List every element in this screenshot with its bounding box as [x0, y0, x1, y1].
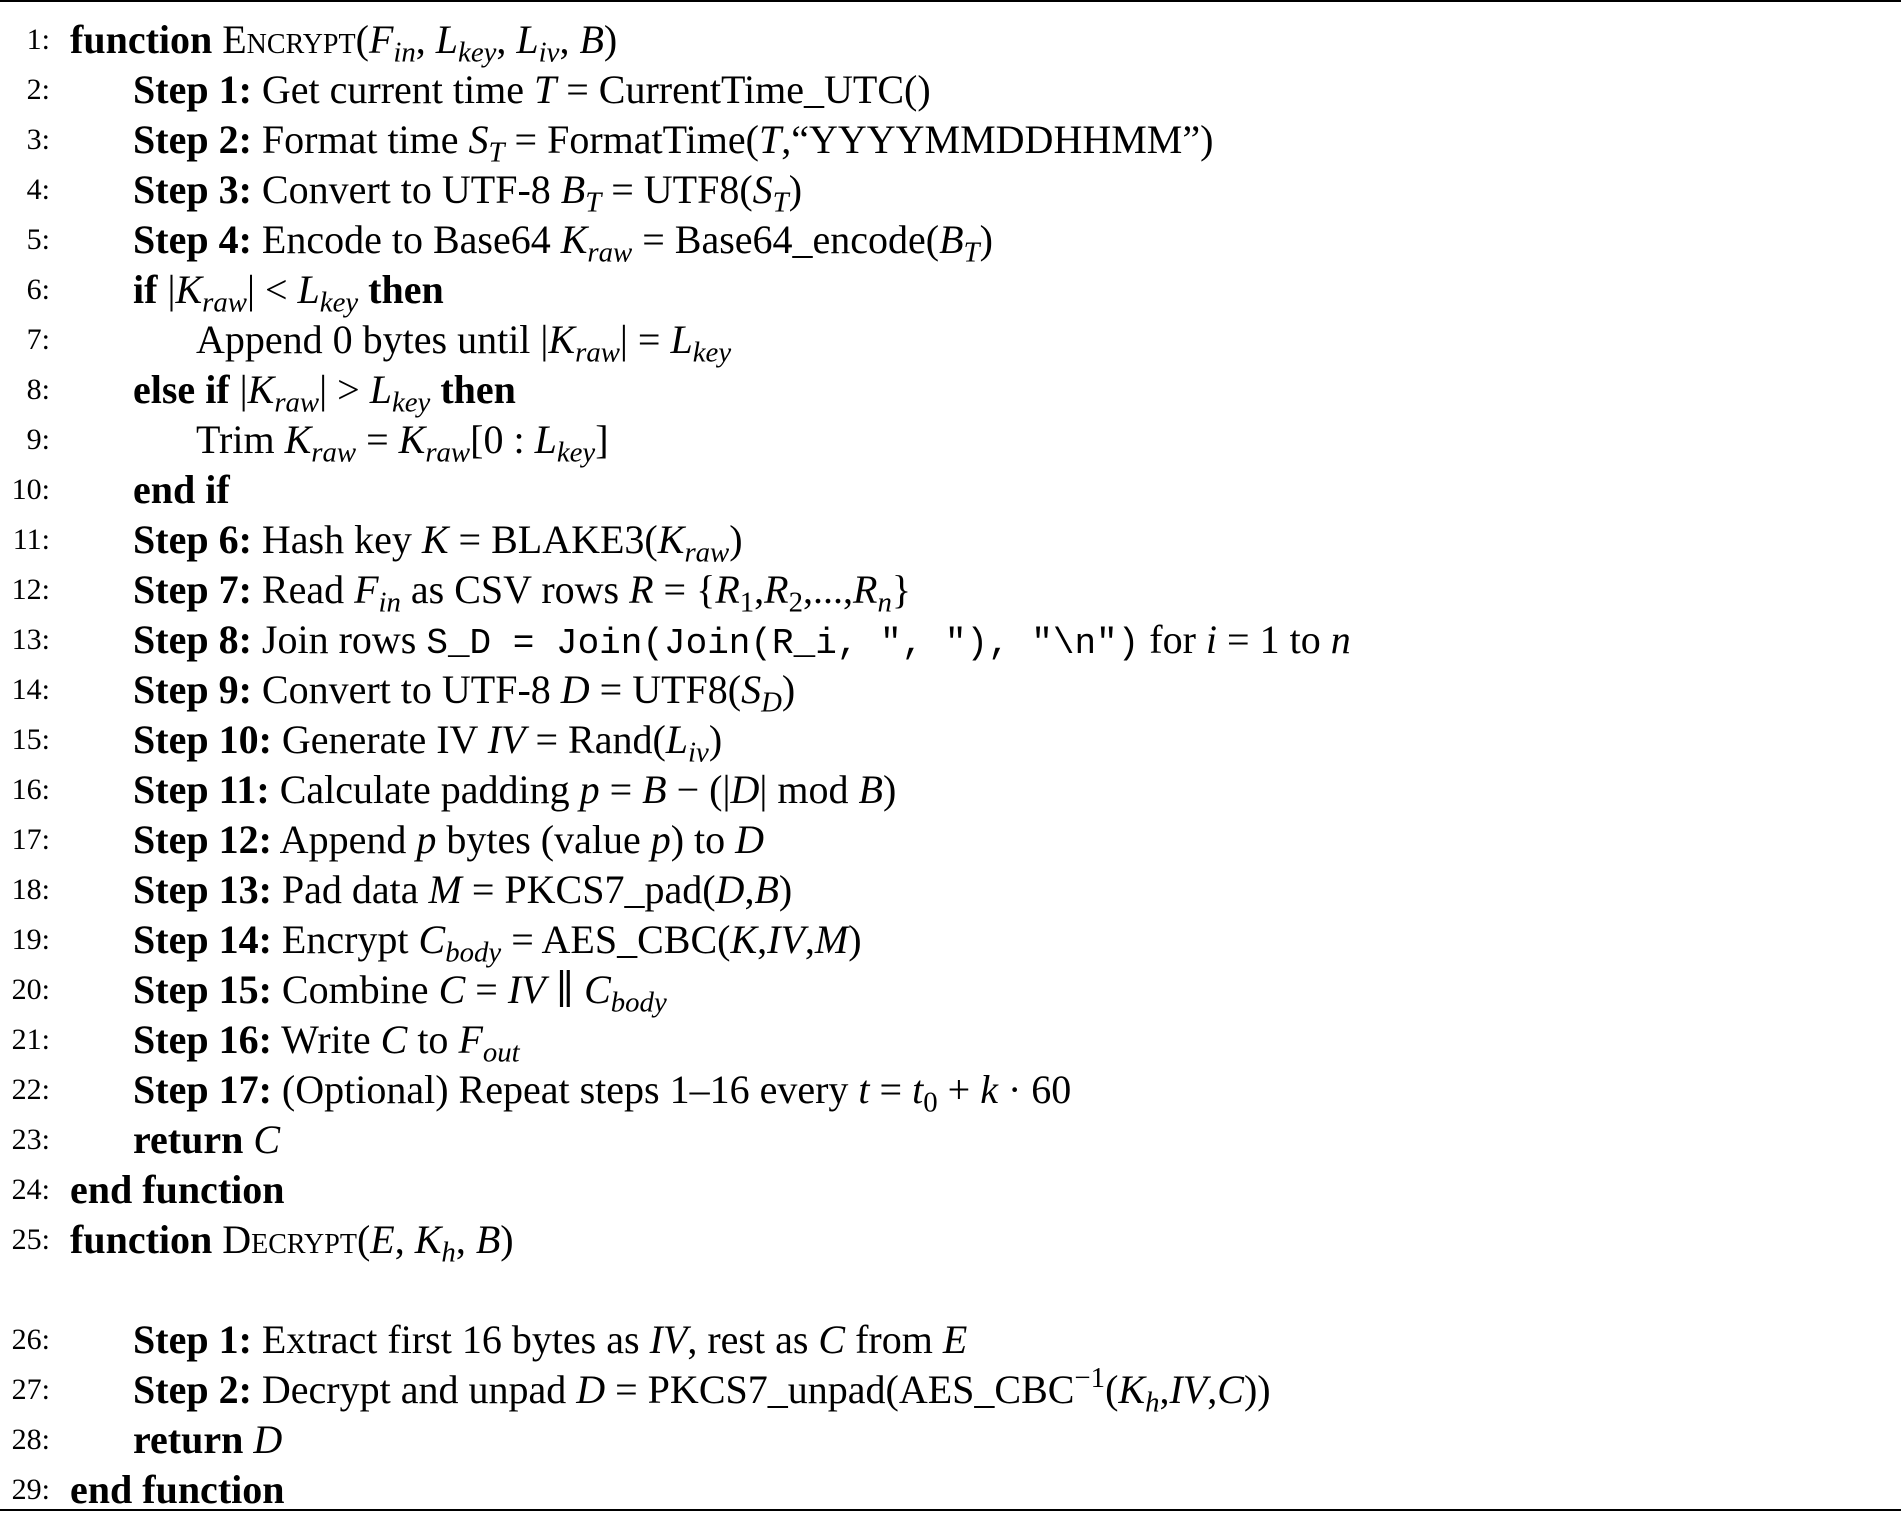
- line-token: Extract first 16 bytes as: [251, 1317, 650, 1362]
- line-number: 12:: [11, 573, 50, 606]
- line-token: Encrypt: [222, 17, 356, 62]
- line-token: ,: [415, 17, 436, 62]
- line-number: 23:: [11, 1123, 50, 1156]
- line-token: F: [354, 567, 379, 612]
- line-token: Generate IV: [271, 717, 488, 762]
- line-token: C: [253, 1117, 281, 1162]
- line-token: = AES_CBC(: [501, 917, 731, 962]
- line-token: Read: [251, 567, 355, 612]
- line-number: 15:: [11, 723, 50, 756]
- line-token: Step 6:: [133, 517, 252, 562]
- line-token: B: [754, 867, 779, 912]
- line-token: ): [603, 17, 618, 62]
- line-token: p: [416, 817, 437, 862]
- line-token: M: [428, 867, 462, 912]
- line-content: [70, 1165, 285, 1215]
- line-token: K: [414, 1217, 442, 1262]
- line-token: Step 11:: [133, 767, 270, 812]
- line-token: ,: [744, 867, 755, 912]
- line-token: )): [1243, 1367, 1271, 1412]
- line-content: [133, 615, 1351, 669]
- line-token: Convert to UTF-8: [251, 167, 561, 212]
- line-token: = PKCS7_pad(: [461, 867, 716, 912]
- line-token: i: [1205, 617, 1218, 662]
- line-token: t: [858, 1067, 870, 1112]
- line-token: [430, 367, 440, 412]
- line-token: T: [758, 117, 782, 162]
- line-token: ,: [804, 917, 815, 962]
- line-token: n: [877, 586, 892, 619]
- line-token: raw: [274, 386, 320, 419]
- line-token: ): [500, 1217, 514, 1262]
- line-token: raw: [311, 436, 357, 469]
- line-number: 28:: [11, 1423, 50, 1456]
- line-token: = UTF8(: [601, 167, 753, 212]
- line-content: [70, 1215, 514, 1269]
- line-token: ,: [1159, 1367, 1170, 1412]
- line-token: =: [356, 417, 399, 462]
- line-token: Trim: [196, 417, 285, 462]
- line-token: B: [858, 767, 883, 812]
- line-number: 2:: [26, 73, 50, 106]
- line-token: C: [418, 917, 446, 962]
- line-content: [133, 1362, 1271, 1419]
- line-token: M: [814, 917, 849, 962]
- line-token: ): [788, 167, 803, 212]
- line-number: 14:: [11, 673, 50, 706]
- line-token: C: [380, 1017, 408, 1062]
- line-token: F: [368, 17, 394, 62]
- line-content: [133, 565, 912, 619]
- line-token: , rest as: [687, 1317, 819, 1362]
- line-token: ,: [757, 917, 768, 962]
- line-token: C: [584, 967, 611, 1012]
- line-number: 3:: [26, 123, 50, 156]
- line-token: B: [642, 767, 667, 812]
- line-token: ): [848, 917, 862, 962]
- line-token: T: [488, 136, 505, 169]
- line-token: (: [356, 1217, 371, 1262]
- line-token: K: [657, 517, 685, 562]
- line-token: K: [175, 267, 203, 312]
- line-content: [133, 1015, 520, 1069]
- line-number: 9:: [26, 423, 50, 456]
- line-number: 10:: [11, 473, 50, 506]
- line-content: [133, 1115, 280, 1165]
- line-token: = FormatTime(: [504, 117, 759, 162]
- line-token: ,: [496, 17, 517, 62]
- line-token: [0 :: [470, 417, 535, 462]
- line-token: K: [284, 417, 312, 462]
- line-token: −1: [1074, 1362, 1106, 1395]
- line-token: Decrypt: [222, 1217, 357, 1262]
- line-token: then: [368, 267, 444, 312]
- line-token: = BLAKE3(: [448, 517, 658, 562]
- line-token: ,“YYYYMMDDHHMM”): [781, 117, 1214, 162]
- line-token: | =: [619, 317, 671, 362]
- line-token: C: [818, 1317, 846, 1362]
- line-token: in: [378, 586, 401, 619]
- line-token: n: [1330, 617, 1351, 662]
- line-token: key: [319, 286, 359, 319]
- line-token: 0: [923, 1086, 938, 1119]
- line-token: D: [761, 686, 782, 719]
- line-token: Step 2:: [133, 1367, 252, 1412]
- line-token: [243, 1417, 253, 1462]
- line-token: E: [370, 1217, 395, 1262]
- line-token: T: [534, 67, 557, 112]
- line-content: [133, 215, 993, 269]
- line-token: return: [133, 1117, 244, 1162]
- line-content: [133, 1415, 282, 1465]
- line-content: [196, 315, 732, 369]
- line-token: Step 13:: [133, 867, 272, 912]
- line-token: Step 16:: [133, 1017, 272, 1062]
- line-token: Step 3:: [133, 167, 252, 212]
- line-token: =: [599, 767, 643, 812]
- line-token: +: [937, 1067, 981, 1112]
- line-token: Encode to Base64: [251, 217, 561, 262]
- line-token: return: [133, 1417, 244, 1462]
- line-token: = UTF8(: [589, 667, 742, 712]
- line-token: K: [1118, 1367, 1146, 1412]
- line-number: 7:: [26, 323, 50, 356]
- line-token: ∥: [545, 967, 585, 1012]
- line-token: |: [157, 267, 176, 312]
- line-number: 8:: [26, 373, 50, 406]
- line-token: (: [355, 17, 369, 62]
- line-content: [70, 1465, 285, 1515]
- line-content: [133, 1065, 1072, 1119]
- line-token: S: [752, 167, 773, 212]
- line-token: raw: [575, 336, 620, 369]
- line-token: = Rand(: [525, 717, 666, 762]
- line-token: L: [369, 367, 392, 412]
- line-number: 1:: [26, 23, 50, 56]
- line-token: Append: [271, 817, 417, 862]
- line-number: 21:: [11, 1023, 50, 1056]
- line-content: [133, 65, 931, 115]
- line-token: E: [942, 1317, 968, 1362]
- line-token: ,: [394, 1217, 415, 1262]
- line-token: B: [475, 1217, 501, 1262]
- line-token: raw: [684, 536, 730, 569]
- line-token: if: [133, 267, 158, 312]
- line-token: raw: [587, 236, 633, 269]
- line-token: key: [692, 336, 732, 369]
- line-token: IV: [487, 717, 526, 762]
- line-token: Pad data: [271, 867, 429, 912]
- line-token: Append 0 bytes until |: [196, 317, 549, 362]
- line-token: [243, 1117, 253, 1162]
- line-token: out: [482, 1036, 520, 1069]
- line-token: ): [781, 667, 796, 712]
- line-token: | >: [319, 367, 370, 412]
- line-number: 18:: [11, 873, 50, 906]
- line-token: · 60: [997, 1067, 1072, 1112]
- line-token: = PKCS7_unpad(AES_CBC: [605, 1367, 1075, 1412]
- line-token: ,: [559, 17, 580, 62]
- line-token: − (|: [666, 767, 731, 812]
- line-token: T: [772, 186, 789, 219]
- line-token: end function: [70, 1467, 285, 1512]
- line-token: K: [247, 367, 275, 412]
- line-token: = 1 to: [1217, 617, 1331, 662]
- line-token: B: [579, 17, 604, 62]
- line-token: R: [715, 567, 740, 612]
- line-content: [133, 715, 723, 769]
- line-token: Step 17:: [133, 1067, 272, 1112]
- line-token: ,: [754, 567, 765, 612]
- line-token: Format time: [251, 117, 469, 162]
- line-token: bytes (value: [436, 817, 651, 862]
- line-token: for: [1139, 617, 1206, 662]
- line-token: t: [912, 1067, 924, 1112]
- line-token: body: [610, 986, 667, 1019]
- line-content: [133, 515, 743, 569]
- line-token: L: [435, 17, 459, 62]
- line-token: key: [556, 436, 596, 469]
- line-token: Calculate padding: [269, 767, 580, 812]
- line-token: B: [939, 217, 964, 262]
- line-token: Step 1:: [133, 67, 252, 112]
- line-token: p: [650, 817, 671, 862]
- line-token: Step 8:: [133, 617, 252, 662]
- line-number: 4:: [26, 173, 50, 206]
- line-content: [133, 965, 667, 1019]
- line-token: k: [980, 1067, 998, 1112]
- line-token: K: [560, 217, 588, 262]
- line-content: [133, 765, 896, 815]
- line-token: body: [445, 936, 502, 969]
- line-token: function: [70, 1217, 213, 1262]
- line-token: ,: [1207, 1367, 1218, 1412]
- line-token: C: [438, 967, 466, 1012]
- line-number: 24:: [11, 1173, 50, 1206]
- line-content: [133, 865, 792, 915]
- line-token: raw: [425, 436, 471, 469]
- line-token: Encrypt: [271, 917, 419, 962]
- line-token: L: [670, 317, 693, 362]
- line-token: 2: [788, 586, 803, 619]
- line-content: [133, 1315, 967, 1365]
- line-token: T: [585, 186, 602, 219]
- line-token: R: [629, 567, 654, 612]
- line-number: 17:: [11, 823, 50, 856]
- line-token: Decrypt and unpad: [251, 1367, 577, 1412]
- line-token: S_D = Join(Join(R_i, ", "), "\n"): [426, 623, 1140, 664]
- line-token: Step 2:: [133, 117, 252, 162]
- line-token: key: [391, 386, 431, 419]
- line-number: 11:: [12, 523, 50, 556]
- line-token: IV: [649, 1317, 688, 1362]
- line-token: raw: [202, 286, 247, 319]
- line-token: ): [729, 517, 743, 562]
- line-token: then: [440, 367, 516, 412]
- line-token: IV: [767, 917, 805, 962]
- line-token: to: [407, 1017, 459, 1062]
- line-number: 22:: [11, 1073, 50, 1106]
- line-token: K: [421, 517, 449, 562]
- line-token: end function: [70, 1167, 285, 1212]
- line-token: Step 1:: [133, 1317, 252, 1362]
- line-token: from: [845, 1317, 943, 1362]
- line-content: [133, 265, 444, 319]
- line-content: [196, 415, 609, 469]
- line-token: L: [665, 717, 689, 762]
- line-token: in: [393, 36, 416, 69]
- line-token: else if: [133, 367, 230, 412]
- line-token: ): [882, 767, 897, 812]
- line-token: as CSV rows: [400, 567, 630, 612]
- line-token: Write: [271, 1017, 381, 1062]
- line-number: 5:: [26, 223, 50, 256]
- line-token: Step 7:: [133, 567, 252, 612]
- line-number: 16:: [11, 773, 50, 806]
- line-token: |: [229, 367, 248, 412]
- line-token: function: [70, 17, 213, 62]
- line-token: T: [963, 236, 980, 269]
- line-token: D: [730, 767, 760, 812]
- line-token: ,: [455, 1217, 476, 1262]
- line-token: Step 15:: [133, 967, 272, 1012]
- line-token: Step 14:: [133, 917, 272, 962]
- line-token: Combine: [271, 967, 439, 1012]
- line-token: [358, 267, 368, 312]
- line-token: L: [297, 267, 320, 312]
- line-token: h: [1145, 1386, 1160, 1419]
- line-token: [212, 1217, 222, 1262]
- line-token: C: [1217, 1367, 1244, 1412]
- line-content: [133, 465, 230, 515]
- line-token: Step 4:: [133, 217, 252, 262]
- line-token: | <: [246, 267, 298, 312]
- line-number: 25:: [11, 1223, 50, 1256]
- line-token: h: [441, 1236, 456, 1269]
- line-number: 29:: [11, 1473, 50, 1506]
- line-token: R: [853, 567, 878, 612]
- line-token: D: [253, 1417, 283, 1462]
- line-token: =: [465, 967, 508, 1012]
- line-token: = CurrentTime_UTC(): [556, 67, 931, 112]
- line-token: L: [516, 17, 539, 62]
- line-token: ): [778, 867, 793, 912]
- line-token: D: [560, 667, 590, 712]
- line-token: iv: [688, 736, 709, 769]
- line-token: Step 12:: [133, 817, 272, 862]
- line-content: [133, 165, 803, 219]
- line-token: K: [398, 417, 426, 462]
- line-token: iv: [538, 36, 560, 69]
- line-content: [70, 15, 618, 69]
- line-token: (Optional) Repeat steps 1–16 every: [271, 1067, 859, 1112]
- line-token: ): [708, 717, 723, 762]
- line-content: [133, 365, 516, 419]
- line-number: 27:: [11, 1373, 50, 1406]
- line-content: [133, 665, 796, 719]
- line-token: L: [534, 417, 557, 462]
- line-token: K: [730, 917, 758, 962]
- line-token: Hash key: [251, 517, 422, 562]
- line-token: }: [891, 567, 912, 612]
- line-token: [212, 17, 222, 62]
- line-token: B: [560, 167, 586, 212]
- line-token: end if: [133, 467, 230, 512]
- line-token: Join rows: [251, 617, 427, 662]
- line-token: R: [764, 567, 789, 612]
- line-token: ) to: [670, 817, 736, 862]
- line-number: 26:: [11, 1323, 50, 1356]
- line-number: 13:: [11, 623, 50, 656]
- line-token: Step 9:: [133, 667, 252, 712]
- line-content: [133, 815, 764, 865]
- line-token: F: [458, 1017, 483, 1062]
- line-token: key: [458, 36, 497, 69]
- line-token: p: [579, 767, 600, 812]
- line-token: 1: [739, 586, 755, 619]
- line-token: (: [1105, 1367, 1119, 1412]
- line-token: K: [548, 317, 576, 362]
- line-token: ]: [595, 417, 609, 462]
- line-token: =: [869, 1067, 913, 1112]
- line-number: 20:: [11, 973, 50, 1006]
- line-number: 19:: [11, 923, 50, 956]
- line-token: D: [735, 817, 765, 862]
- line-token: Get current time: [251, 67, 534, 112]
- line-token: = {: [653, 567, 716, 612]
- line-token: Convert to UTF-8: [251, 667, 561, 712]
- line-token: IV: [1169, 1367, 1208, 1412]
- line-content: [133, 115, 1214, 169]
- line-token: S: [741, 667, 762, 712]
- line-content: [133, 915, 862, 969]
- line-token: ): [979, 217, 993, 262]
- line-token: S: [468, 117, 489, 162]
- line-token: D: [576, 1367, 606, 1412]
- line-token: IV: [507, 967, 546, 1012]
- line-token: | mod: [759, 767, 859, 812]
- line-token: = Base64_encode(: [632, 217, 940, 262]
- line-token: D: [715, 867, 745, 912]
- line-token: Step 10:: [133, 717, 272, 762]
- line-number: 6:: [26, 273, 50, 306]
- line-token: ,...,: [803, 567, 853, 612]
